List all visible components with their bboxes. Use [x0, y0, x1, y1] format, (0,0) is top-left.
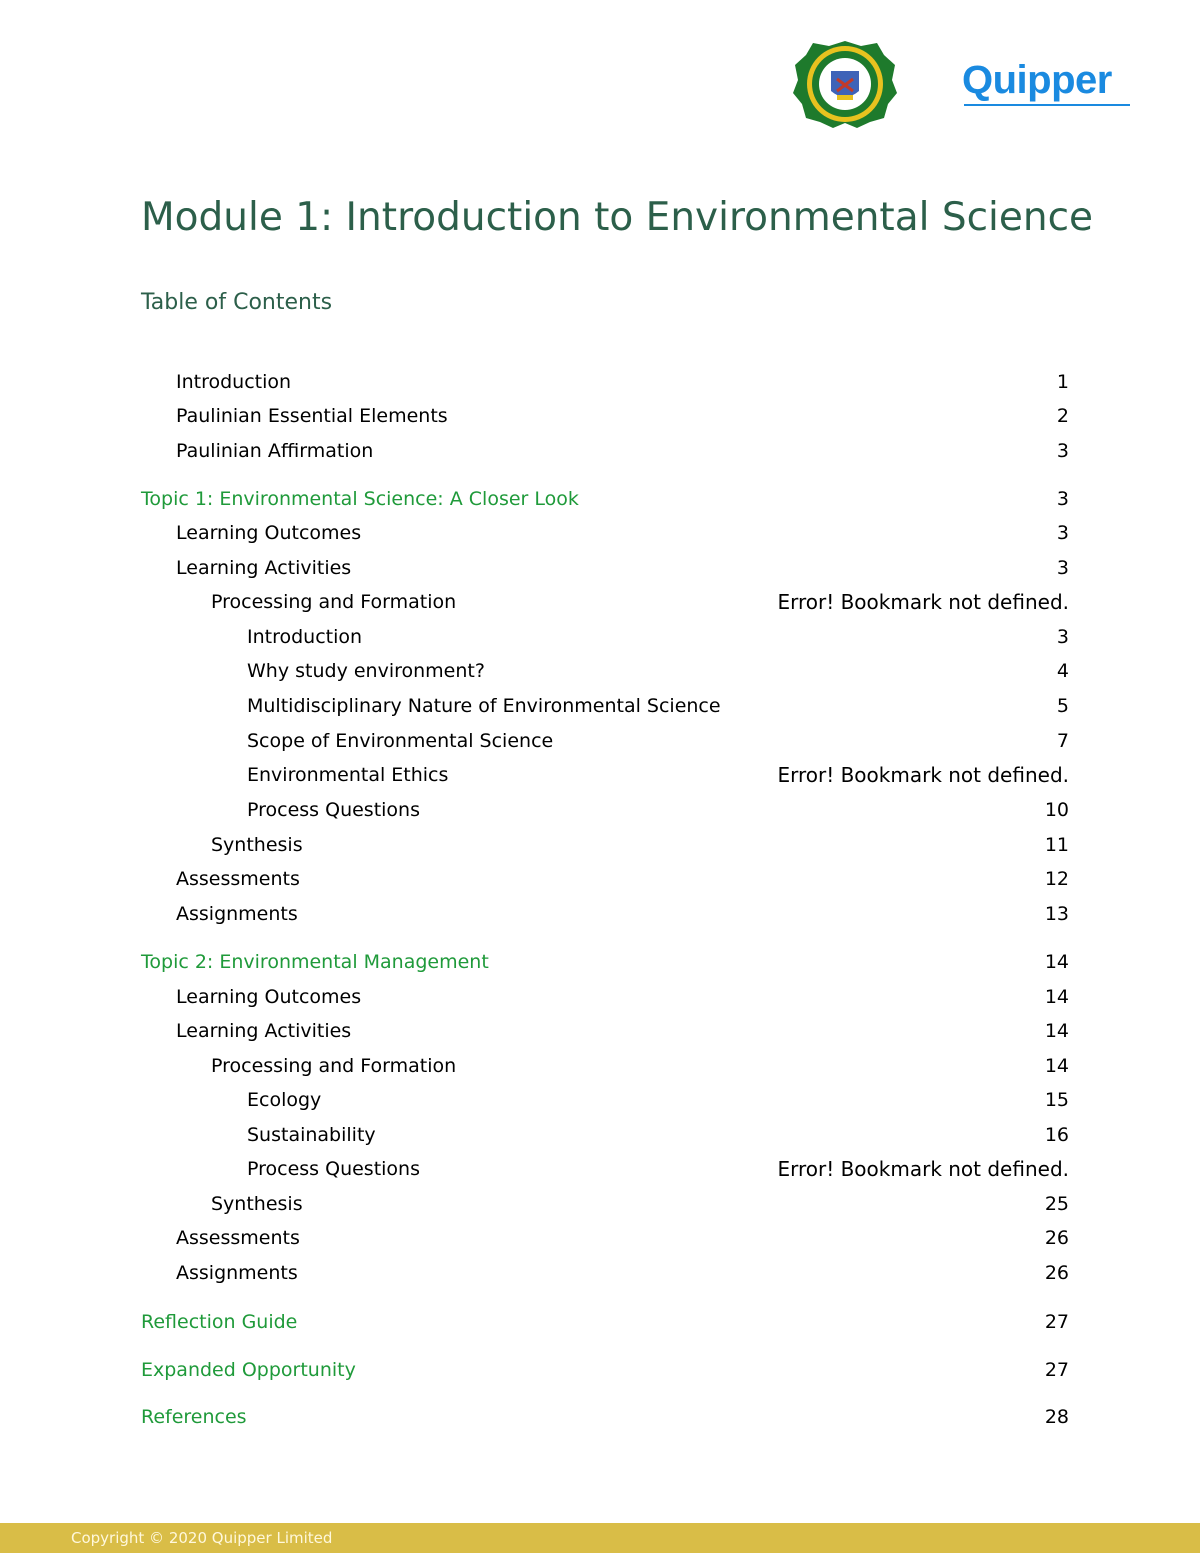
toc-entry[interactable]: [0, 1403, 1200, 1431]
toc-entry-label: Scope of Environmental Science: [247, 730, 554, 752]
toc-entry[interactable]: [0, 1086, 1200, 1114]
toc-entry[interactable]: [0, 1017, 1200, 1045]
toc-entry-page: 2: [1056, 405, 1069, 427]
toc-entry-page: 4: [1056, 660, 1069, 682]
toc-entry[interactable]: [0, 796, 1200, 824]
toc-entry-page: 26: [1044, 1227, 1069, 1249]
toc-entry-page: 12: [1044, 868, 1069, 890]
toc-entry-label: Topic 2: Environmental Management: [141, 951, 489, 973]
toc-entry-label: Learning Outcomes: [176, 986, 362, 1008]
toc-entry-label: Assessments: [176, 1227, 300, 1249]
toc-entry[interactable]: [0, 727, 1200, 755]
toc-entry[interactable]: [0, 1121, 1200, 1149]
toc-entry-label: Assignments: [176, 1262, 298, 1284]
toc-entry[interactable]: [0, 1308, 1200, 1336]
toc-entry[interactable]: [0, 402, 1200, 430]
toc-entry-label: Introduction: [176, 371, 292, 393]
toc-entry[interactable]: [0, 865, 1200, 893]
toc-entry-label: Paulinian Essential Elements: [176, 405, 448, 427]
toc-entry-page: 13: [1044, 903, 1069, 925]
toc-entry-page: 5: [1056, 695, 1069, 717]
toc-entry[interactable]: [0, 1052, 1200, 1080]
toc-entry-page: 3: [1056, 522, 1069, 544]
toc-entry-page: 10: [1044, 799, 1069, 821]
toc-entry-page: 3: [1056, 440, 1069, 462]
toc-entry-label: References: [141, 1406, 247, 1428]
toc-entry[interactable]: [0, 983, 1200, 1011]
copyright-text: Copyright © 2020 Quipper Limited: [71, 1529, 333, 1547]
toc-entry[interactable]: [0, 1224, 1200, 1252]
toc-entry-page: 27: [1044, 1359, 1069, 1381]
toc-entry-label: Topic 1: Environmental Science: A Closer Look: [141, 488, 579, 510]
toc-entry-page: 14: [1044, 951, 1069, 973]
toc-entry-page: 26: [1044, 1262, 1069, 1284]
toc-entry[interactable]: [0, 1356, 1200, 1384]
toc-entry-page: 3: [1056, 488, 1069, 510]
toc-entry-page: 7: [1056, 730, 1069, 752]
toc-entry-label: Processing and Formation: [211, 1055, 457, 1077]
toc-entry[interactable]: [0, 588, 1200, 616]
toc-entry[interactable]: [0, 761, 1200, 789]
toc-entry-label: Assessments: [176, 868, 300, 890]
toc-entry[interactable]: [0, 900, 1200, 928]
toc-entry-page: 14: [1044, 1020, 1069, 1042]
toc-entry-label: Reflection Guide: [141, 1311, 298, 1333]
toc-entry-page: Error! Bookmark not defined.: [777, 763, 1069, 787]
toc-entry-page: 28: [1044, 1406, 1069, 1428]
toc-entry-label: Ecology: [247, 1089, 322, 1111]
toc-entry[interactable]: [0, 554, 1200, 582]
toc-entry-label: Introduction: [247, 626, 363, 648]
toc-entry-page: Error! Bookmark not defined.: [777, 1157, 1069, 1181]
toc-entry-page: 3: [1056, 626, 1069, 648]
toc-entry-label: Paulinian Affirmation: [176, 440, 374, 462]
toc-entry-label: Assignments: [176, 903, 298, 925]
toc-entry-label: Environmental Ethics: [247, 764, 449, 786]
toc-entry[interactable]: [0, 437, 1200, 465]
toc-entry-page: 1: [1056, 371, 1069, 393]
toc-entry-page: 3: [1056, 557, 1069, 579]
toc-entry[interactable]: [0, 519, 1200, 547]
toc-entry-page: 15: [1044, 1089, 1069, 1111]
toc-heading: Table of Contents: [141, 290, 333, 315]
toc-entry[interactable]: [0, 948, 1200, 976]
toc-entry-page: 14: [1044, 1055, 1069, 1077]
toc-entry[interactable]: [0, 485, 1200, 513]
toc-entry-page: 14: [1044, 986, 1069, 1008]
toc-entry-label: Processing and Formation: [211, 591, 457, 613]
toc-entry-label: Synthesis: [211, 1193, 303, 1215]
toc-entry[interactable]: [0, 623, 1200, 651]
toc-entry-page: 25: [1044, 1193, 1069, 1215]
toc-entry-label: Synthesis: [211, 834, 303, 856]
toc-entry[interactable]: [0, 1155, 1200, 1183]
toc-entry-label: Process Questions: [247, 799, 420, 821]
toc-entry-label: Sustainability: [247, 1124, 376, 1146]
toc-entry[interactable]: [0, 831, 1200, 859]
toc-entry-label: Learning Activities: [176, 557, 352, 579]
toc-entry-label: Learning Outcomes: [176, 522, 362, 544]
footer-bar: [0, 1523, 1200, 1553]
quipper-logo: Quipper: [962, 58, 1112, 102]
toc-entry-page: 16: [1044, 1124, 1069, 1146]
toc-entry[interactable]: [0, 1190, 1200, 1218]
toc-entry[interactable]: [0, 692, 1200, 720]
toc-entry[interactable]: [0, 657, 1200, 685]
toc-entry-page: 27: [1044, 1311, 1069, 1333]
toc-entry-label: Process Questions: [247, 1158, 420, 1180]
toc-entry-page: 11: [1044, 834, 1069, 856]
page-title: Module 1: Introduction to Environmental Science: [141, 195, 1094, 240]
toc-entry-label: Why study environment?: [247, 660, 485, 682]
toc-entry-page: Error! Bookmark not defined.: [777, 590, 1069, 614]
toc-entry-label: Learning Activities: [176, 1020, 352, 1042]
toc-entry[interactable]: [0, 1259, 1200, 1287]
toc-entry[interactable]: [0, 368, 1200, 396]
toc-entry-label: Multidisciplinary Nature of Environmental Science: [247, 695, 721, 717]
toc-entry-label: Expanded Opportunity: [141, 1359, 356, 1381]
